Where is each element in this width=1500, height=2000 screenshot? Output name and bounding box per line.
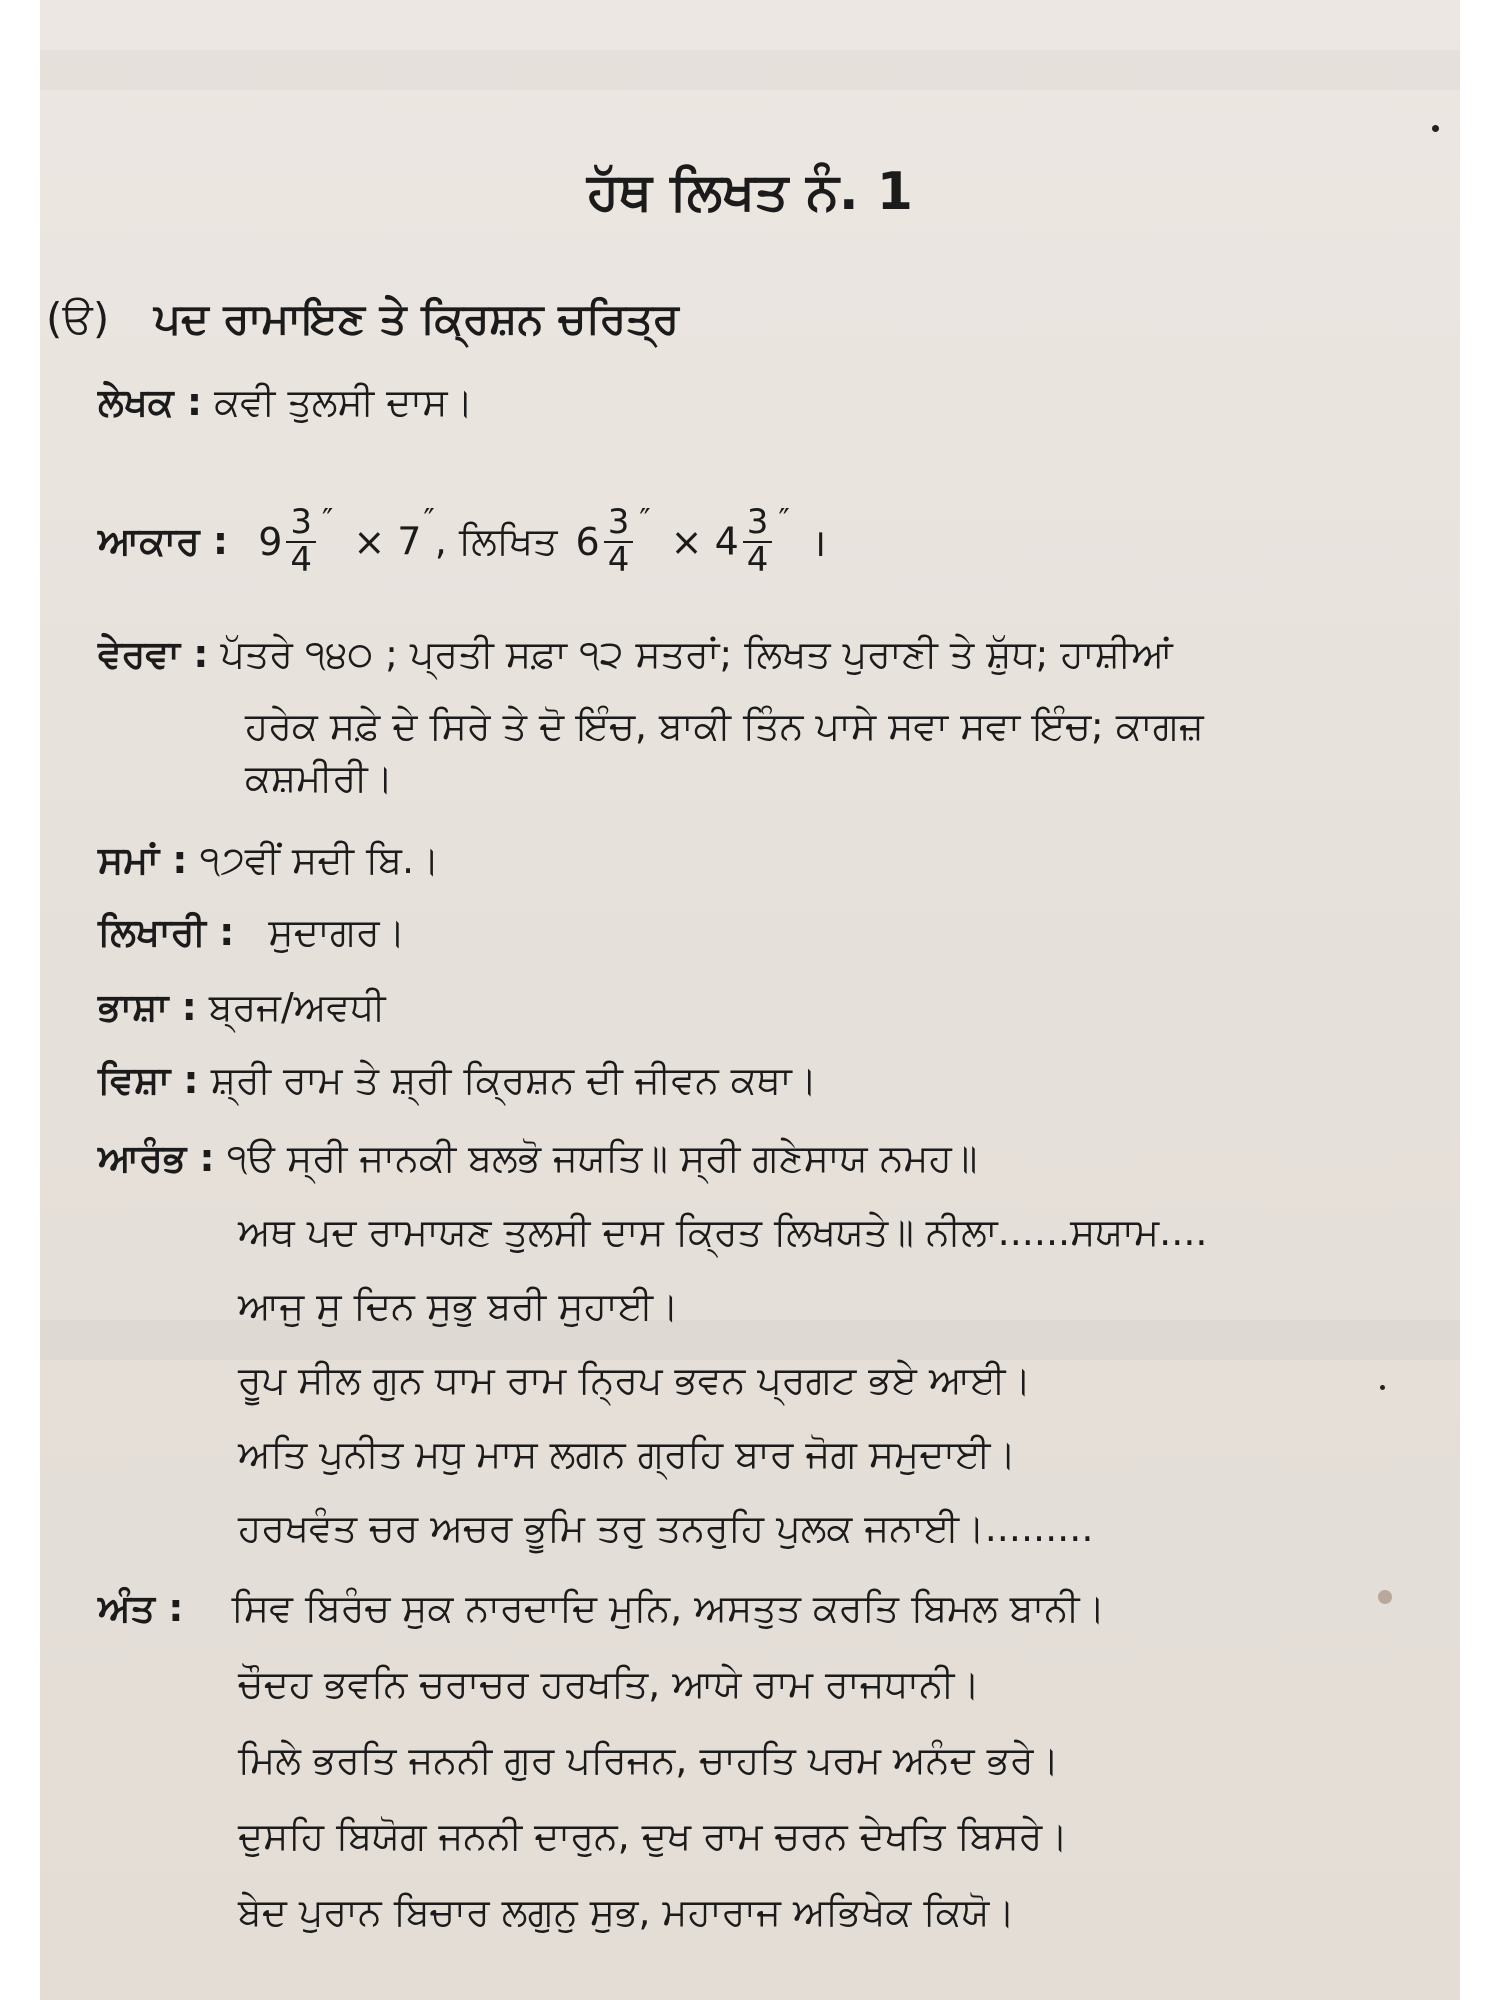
verse-line: ਚੌਦਹ ਭਵਨਿ ਚਰਾਚਰ ਹਰਖਤਿ, ਆਯੇ ਰਾਮ ਰਾਜਧਾਨੀ। (238, 1662, 980, 1706)
field-label: ਵੇਰਵਾ : (98, 632, 209, 676)
field-value: ੧੭ਵੀਂ ਸਦੀ ਬਿ.। (199, 838, 440, 882)
field-saman (98, 838, 440, 883)
field-ant (98, 1586, 1105, 1631)
size-width: 9 (258, 519, 283, 564)
fraction: $\frac{3}{4}$ (743, 505, 773, 578)
ink-speck (1432, 125, 1439, 132)
verse-line: ਬੇਦ ਪੁਰਾਨ ਬਿਚਾਰ ਲਗੁਨੁ ਸੁਭ, ਮਹਾਰਾਜ ਅਭਿਖੇਕ ਕਿਯੋ। (238, 1890, 1015, 1934)
verse-line: ਹਰਖਵੰਤ ਚਰ ਅਚਰ ਭੂਮਿ ਤਰੁ ਤਨਰੁਹਿ ਪੁਲਕ ਜਨਾਈ।......... (238, 1506, 1094, 1550)
field-vervha-cont: ਕਸ਼ਮੀਰੀ। (245, 756, 394, 800)
page-title: ਹੱਥ ਲਿਖਤ ਨੰ. 1 (587, 162, 913, 222)
document-page (40, 0, 1460, 2000)
field-vervha (98, 632, 1173, 677)
section-title: ਪਦ ਰਾਮਾਇਣ ਤੇ ਕ੍ਰਿਸ਼ਨ ਚਰਿਤ੍ਰ (153, 294, 679, 343)
times-sign: × (353, 519, 386, 564)
verse-line: ਅਥ ਪਦ ਰਾਮਾਯਣ ਤੁਲਸੀ ਦਾਸ ਕ੍ਰਿਤ ਲਿਖਯਤੇ॥ ਨੀਲਾ......ਸਯਾਮ.... (238, 1210, 1208, 1254)
field-value: ਸ਼੍ਰੀ ਰਾਮ ਤੇ ਸ਼੍ਰੀ ਕ੍ਰਿਸ਼ਨ ਦੀ ਜੀਵਨ ਕਥਾ। (210, 1058, 818, 1102)
ink-speck (1378, 1590, 1392, 1604)
field-vervha-cont: ਹਰੇਕ ਸਫ਼ੇ ਦੇ ਸਿਰੇ ਤੇ ਦੋ ਇੰਚ, ਬਾਕੀ ਤਿੰਨ ਪਾਸੇ ਸਵਾ ਸਵਾ ਇੰਚ; ਕਾਗਜ਼ (245, 704, 1204, 748)
field-arambh (98, 1136, 977, 1181)
verse-line: ਦੁਸਹਿ ਬਿਯੋਗ ਜਨਨੀ ਦਾਰੁਨ, ਦੁਖ ਰਾਮ ਚਰਨ ਦੇਖਤਿ ਬਿਸਰੇ। (238, 1814, 1068, 1858)
likhit-label: , ਲਿਖਿਤ (434, 519, 558, 564)
inch-mark: ″ (322, 503, 334, 539)
field-label: ਭਾਸ਼ਾ : (98, 985, 197, 1029)
field-lekhak (98, 380, 473, 425)
text-width: 6 (575, 519, 600, 564)
field-likhari (98, 910, 405, 955)
section-heading (46, 294, 679, 344)
field-value: ਪੱਤਰੇ ੧੪੦ ; ਪ੍ਰਤੀ ਸਫ਼ਾ ੧੨ ਸਤਰਾਂ; ਲਿਖਤ ਪੁਰਾਣੀ ਤੇ ਸ਼ੁੱਧ; ਹਾਸ਼ੀਆਂ (220, 632, 1173, 676)
size-height: 7 (397, 519, 422, 564)
field-bhasha (98, 985, 386, 1030)
verse-line: ਅਤਿ ਪੁਨੀਤ ਮਧੁ ਮਾਸ ਲਗਨ ਗ੍ਰਹਿ ਬਾਰ ਜੋਗ ਸਮੁਦਾਈ। (238, 1432, 1017, 1476)
field-akar (98, 502, 827, 580)
scan-border-left (0, 0, 40, 2000)
field-label: ਲਿਖਾਰੀ : (98, 910, 235, 954)
times-sign: × (670, 519, 703, 564)
text-height: 4 (714, 519, 739, 564)
field-value: ਸੁਦਾਗਰ। (268, 910, 406, 954)
field-visha (98, 1058, 817, 1103)
field-label: ਵਿਸ਼ਾ : (98, 1058, 199, 1102)
inch-mark: ″ (778, 503, 790, 539)
field-value: ਬ੍ਰਜ/ਅਵਧੀ (208, 985, 386, 1029)
fraction: $\frac{3}{4}$ (286, 505, 316, 578)
verse-line: ੧ੳ ਸ੍ਰੀ ਜਾਨਕੀ ਬਲਭੋ ਜਯਤਿ॥ ਸ੍ਰੀ ਗਣੇਸਾਯ ਨਮਹ॥ (226, 1136, 978, 1180)
fraction: $\frac{3}{4}$ (604, 505, 634, 578)
show-through-band (40, 50, 1460, 90)
scan-border-right (1460, 0, 1500, 2000)
verse-line: ਰੂਪ ਸੀਲ ਗੁਨ ਧਾਮ ਰਾਮ ਨ੍ਰਿਪ ਭਵਨ ਪ੍ਰਗਟ ਭਏ ਆਈ। (238, 1358, 1032, 1402)
field-label: ਸਮਾਂ : (98, 838, 188, 882)
verse-line: ਸਿਵ ਬਿਰੰਚ ਸੁਕ ਨਾਰਦਾਦਿ ਮੁਨਿ, ਅਸਤੁਤ ਕਰਤਿ ਬਿਮਲ ਬਾਨੀ। (231, 1586, 1106, 1630)
field-label: ਅੰਤ : (98, 1586, 184, 1630)
ink-speck (1380, 1385, 1385, 1390)
inch-mark: ″ (639, 503, 651, 539)
verse-line: ਮਿਲੇ ਭਰਤਿ ਜਨਨੀ ਗੁਰ ਪਰਿਜਨ, ਚਾਹਤਿ ਪਰਮ ਅਨੰਦ ਭਰੇ। (238, 1738, 1060, 1782)
field-label: ਲੇਖਕ : (98, 380, 203, 424)
verse-line: ਆਜੁ ਸੁ ਦਿਨ ਸੁਭੁ ਬਰੀ ਸੁਹਾਈ। (238, 1284, 679, 1328)
field-value: ਕਵੀ ਤੁਲਸੀ ਦਾਸ। (214, 380, 474, 424)
field-label: ਆਰੰਭ : (98, 1136, 215, 1180)
end-mark: । (811, 520, 827, 565)
inch-mark: ″ (423, 503, 435, 539)
field-label: ਆਕਾਰ : (98, 519, 229, 564)
section-marker: (ੳ) (46, 294, 110, 343)
